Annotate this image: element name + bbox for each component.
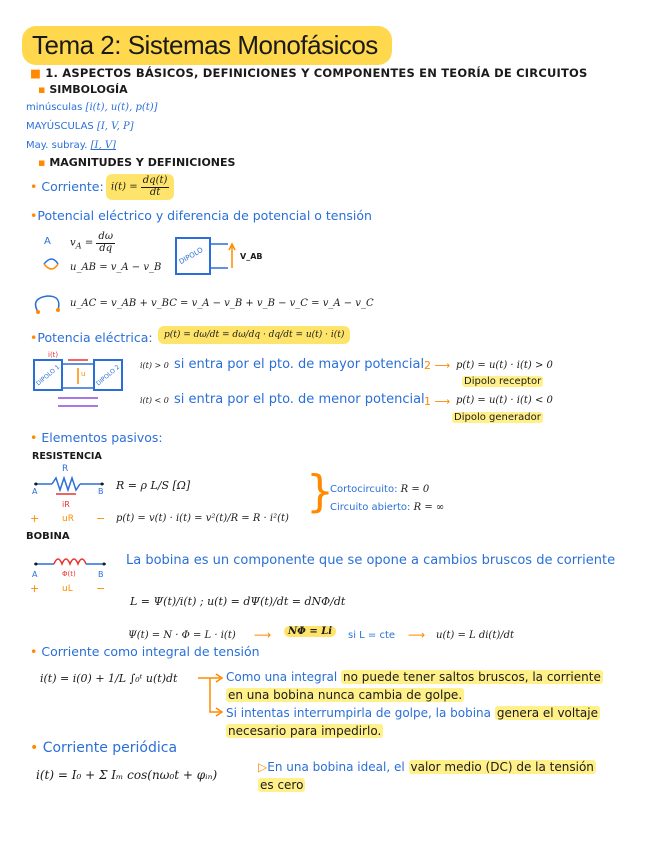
corriente-integral-heading: • Corriente como integral de tensión [30, 644, 260, 659]
r-power-formula: p(t) = v(t) · i(t) = v²(t)/R = R · i²(t) [116, 513, 289, 524]
integral-note-1c: en una bobina nunca cambia de golpe. [228, 688, 463, 702]
bobina-desc: La bobina es un componente que se opone a cambios bruscos de corriente [126, 553, 616, 568]
integral-note-2a: Si intentas interrumpirla de golpe, la bobina [226, 706, 491, 720]
dipolo-small-1: DIPOLO 1 [35, 363, 62, 388]
va-num: dω [98, 231, 113, 242]
dipolo-label: DIPOLO [177, 245, 205, 267]
p-neg-text: si entra por el pto. de menor potencial [174, 392, 425, 407]
periodica-formula: i(t) = I₀ + Σ Iₘ cos(nω₀t + φᵢₙ) [36, 768, 218, 782]
mayusculas-value: [I, V, P] [96, 121, 134, 132]
potencia-label-text: Potencia eléctrica: [37, 330, 153, 345]
r-node-b: B [98, 487, 104, 496]
section-heading-text: 1. ASPECTOS BÁSICOS, DEFINICIONES Y COMPONENTES EN TEORÍA DE CIRCUITOS [45, 66, 588, 80]
periodica-note-3: es cero [260, 778, 304, 792]
bobina-eq2a: Ψ(t) = N · Φ = L · i(t) [128, 630, 236, 641]
dipolo-small-2: DIPOLO 2 [95, 363, 122, 388]
integral-note-1a: Como una integral [226, 670, 338, 684]
b-plus: + [30, 582, 40, 595]
vab-label: V_AB [240, 252, 263, 261]
bobina-eq2b: NΦ = Li [284, 626, 336, 637]
node-arrow-icon [40, 234, 60, 274]
minusculas-label: minúsculas [26, 102, 83, 113]
bobina-eq1: L = Ψ(t)/i(t) ; u(t) = dΨ(t)/dt = dNΦ/dt [130, 595, 346, 608]
may-subray-label: May. subray. [26, 140, 88, 151]
integral-note-2c: necesario para impedirlo. [228, 724, 382, 738]
circuit-voltage-label: u [81, 370, 86, 378]
p-neg-cond: i(t) < 0 [140, 396, 169, 405]
potencia-label: •Potencia eléctrica: [30, 330, 153, 345]
circuito-abierto-line [330, 502, 444, 513]
b-flux: Φ(t) [62, 570, 76, 578]
p-pos-label: Dipolo receptor [464, 376, 542, 387]
b-node-a: A [32, 570, 38, 579]
mayusculas-label: MAYÚSCULAS [26, 121, 94, 132]
page-title: Tema 2: Sistemas Monofásicos [22, 26, 392, 65]
p-pos-result: p(t) = u(t) · i(t) > 0 [456, 360, 553, 371]
va-sub: A [75, 240, 82, 251]
potencia-formula: p(t) = dω/dt = dω/dq · dq/dt = u(t) · i(t) [158, 326, 350, 344]
subheading-simbologia: ▪ SIMBOLOGÍA [38, 83, 128, 96]
p-pos-text: si entra por el pto. de mayor potencial [174, 357, 425, 372]
periodica-note-1: En una bobina ideal, el [267, 760, 405, 774]
corriente-label-text: Corriente: [41, 179, 104, 194]
bobina-heading: BOBINA [26, 531, 70, 542]
r-plus: + [30, 512, 40, 525]
elementos-pasivos-text: Elementos pasivos: [41, 430, 163, 445]
cortocircuito-line [330, 484, 429, 495]
may-subray-value: [I, V] [90, 140, 116, 151]
integral-note-2b: genera el voltaje [496, 706, 599, 720]
b-minus: − [96, 582, 106, 595]
arrow-icon: ⟶ [254, 628, 272, 642]
corriente-formula [106, 174, 174, 200]
dipoles-circuit-diagram [32, 354, 132, 414]
potencial-heading: •Potencial eléctrico y diferencia de potencial o tensión [30, 208, 372, 223]
magnitudes-text: MAGNITUDES Y DEFINICIONES [49, 156, 236, 169]
mayusculas-line [26, 121, 134, 132]
cortocircuito-eq: R = 0 [400, 484, 430, 495]
b-node-b: B [98, 570, 104, 579]
uac-formula: u_AC = v_AB + v_BC = v_A − v_B + v_B − v_C = v_A − v_C [70, 298, 374, 309]
circuito-abierto-eq: R = ∞ [413, 502, 445, 513]
potencial-heading-text: Potencial eléctrico y diferencia de potencial o tensión [37, 208, 372, 223]
r-current: iR [62, 500, 70, 509]
bobina-eq2c: si L = cte [348, 630, 396, 641]
periodica-heading: • Corriente periódica [30, 740, 178, 756]
bobina-eq2d: u(t) = L di(t)/dt [436, 630, 515, 641]
integral-note-2 [226, 706, 600, 720]
minusculas-line [26, 102, 158, 113]
corriente-label: • Corriente: [30, 179, 104, 194]
branch-arrows-icon [196, 676, 226, 720]
periodica-note: ▷En una bobina ideal, el valor medio (DC) de la tensión [258, 760, 594, 774]
corriente-num: dq(t) [142, 175, 168, 186]
subheading-magnitudes: ▪ MAGNITUDES Y DEFINICIONES [38, 156, 236, 169]
simbologia-text: SIMBOLOGÍA [49, 83, 128, 96]
p-pos-cond: i(t) > 0 [140, 361, 169, 370]
corriente-lhs: i(t) = [111, 181, 138, 193]
arrow-icon: ⟶ [408, 628, 426, 642]
circuito-abierto-label: Circuito abierto: [330, 502, 411, 513]
bullet: ■ [30, 66, 46, 80]
periodica-note-2: valor medio (DC) de la tensión [410, 760, 594, 774]
section-heading [30, 66, 588, 80]
r-node-a: A [32, 487, 38, 496]
arrow-icon: 2 ⟶ [424, 359, 451, 372]
arrow-icon: 1 ⟶ [424, 395, 451, 408]
p-neg-label: Dipolo generador [454, 412, 541, 423]
circuit-current-label: i(t) [48, 351, 59, 359]
cortocircuito-label: Cortocircuito: [330, 484, 398, 495]
p-neg-result: p(t) = u(t) · i(t) < 0 [456, 395, 553, 406]
va-lhs: v [70, 237, 76, 249]
integral-note-1 [226, 670, 603, 684]
va-formula: $v_A$ = $\frac{d\omega}{dq}$ [70, 231, 113, 254]
r-label: R [62, 464, 69, 474]
va-den: dq [99, 242, 113, 254]
may-subray-line [26, 140, 116, 151]
elementos-pasivos: • Elementos pasivos: [30, 430, 163, 445]
r-voltage: uR [62, 514, 74, 524]
minusculas-value: [i(t), u(t), p(t)] [85, 102, 158, 113]
r-minus: − [96, 512, 106, 525]
corriente-den: dt [149, 186, 161, 198]
loop-arrow-icon [32, 292, 64, 318]
periodica-text: Corriente periódica [42, 740, 178, 756]
uab-formula: u_AB = v_A − v_B [70, 262, 162, 273]
corriente-integral-text: Corriente como integral de tensión [41, 644, 260, 659]
brace-icon: } [306, 466, 334, 517]
resistencia-heading: RESISTENCIA [32, 451, 102, 462]
integral-note-1b: no puede tener saltos bruscos, la corriente [343, 670, 601, 684]
r-formula: R = ρ L/S [Ω] [116, 479, 191, 492]
svg-text:A: A [44, 236, 51, 247]
integral-formula: i(t) = i(0) + 1/L ∫₀ᵗ u(t)dt [40, 672, 178, 685]
b-voltage: uL [62, 584, 73, 594]
